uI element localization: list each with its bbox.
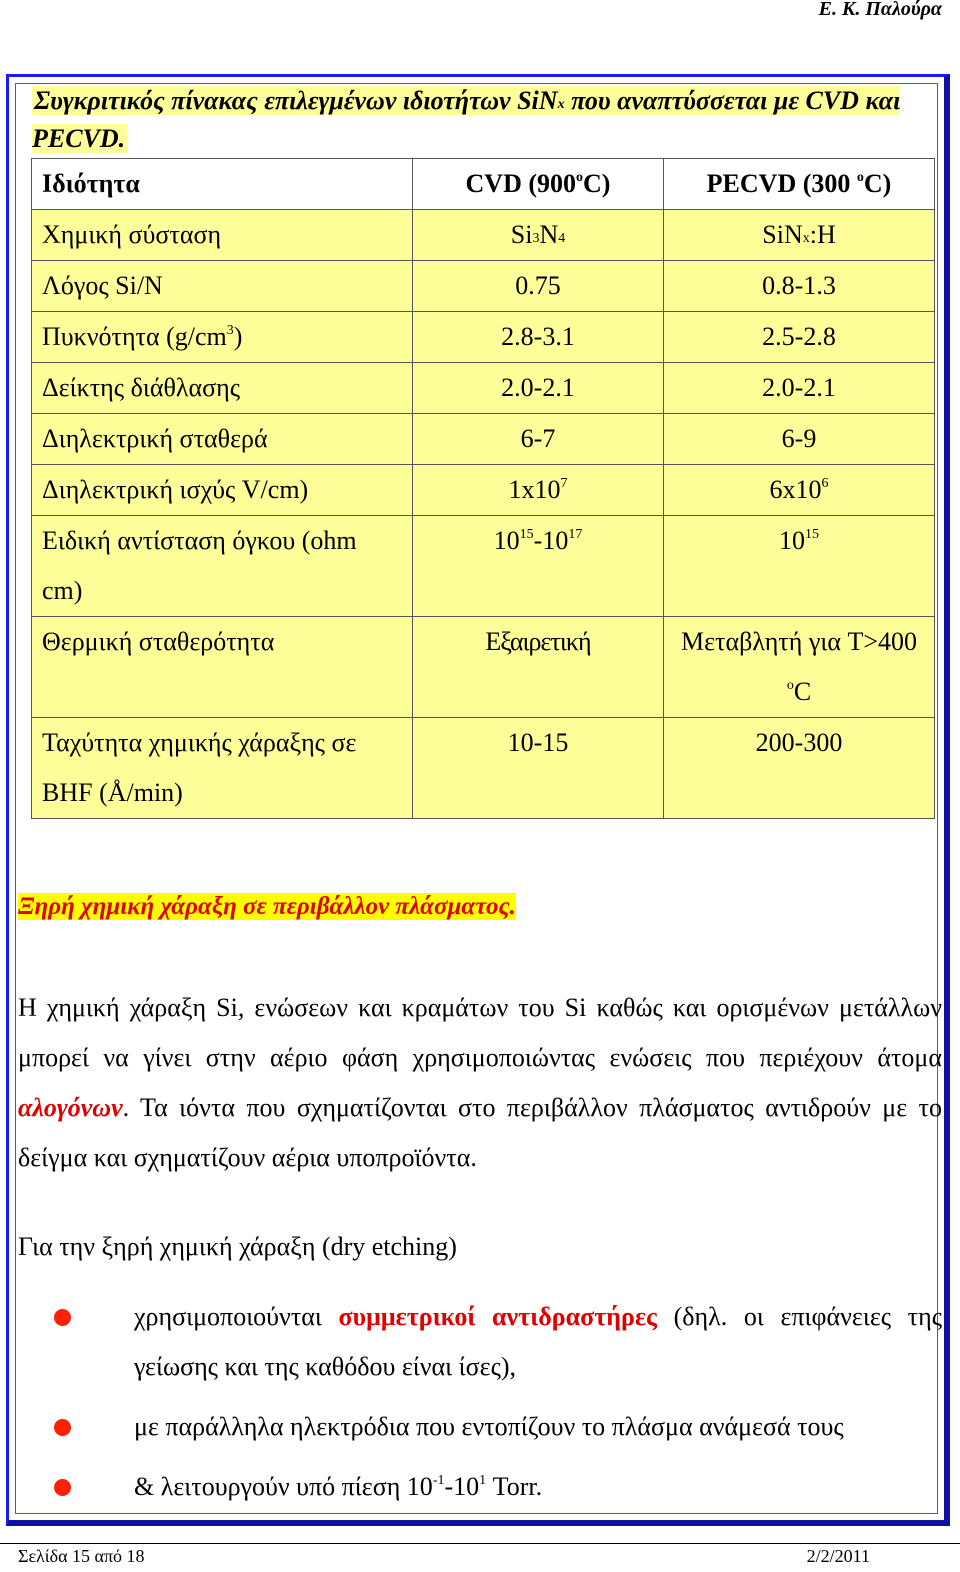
row1-cvd	[413, 210, 664, 261]
header-author: Ε. Κ. Παλούρα	[818, 0, 942, 20]
header-cvd-end: C)	[583, 169, 611, 198]
row7-pecvd	[664, 516, 935, 617]
row9-pecvd: 200-300	[664, 718, 935, 819]
row3-pecvd: 2.5-2.8	[664, 312, 935, 363]
table-row	[32, 718, 935, 819]
row9-property	[32, 718, 413, 819]
row7-cvd-sup1: 15	[519, 527, 534, 542]
body-paragraph	[18, 983, 942, 1183]
row1-pecvd-sub: x	[802, 231, 810, 246]
row7-cvd	[413, 516, 664, 617]
row2-cvd: 0.75	[413, 261, 664, 312]
header-cvd	[413, 159, 664, 210]
bullet3-b: -10	[444, 1472, 480, 1501]
list-item	[18, 1402, 942, 1452]
bullet1-a: χρησιμοποιούνται	[134, 1302, 339, 1331]
row6-pecvd-a: 6x10	[769, 475, 822, 504]
row1-cvd-b: N	[539, 220, 559, 249]
table-row	[32, 617, 935, 718]
row8-pecvd-a: Μεταβλητή για T>400	[680, 627, 917, 656]
row9-property-a: Ταχύτητα χημικής χάραξης σε	[42, 728, 357, 757]
row2-property: Λόγος Si/N	[32, 261, 413, 312]
row7-property-b: cm)	[42, 576, 83, 605]
row6-cvd	[413, 465, 664, 516]
table-row	[32, 210, 935, 261]
table-row	[32, 261, 935, 312]
row3-property-b: )	[233, 322, 243, 351]
row9-cvd: 10-15	[413, 718, 664, 819]
bullet2-text: με παράλληλα ηλεκτρόδια που εντοπίζουν το πλάσμα ανάμεσά τους	[134, 1412, 844, 1441]
table-header-row	[32, 159, 935, 210]
row7-pecvd-a: 10	[779, 526, 805, 555]
bullet3-sup2: 1	[479, 1473, 487, 1488]
bullet3-a: & λειτουργούν υπό πίεση 10	[134, 1472, 433, 1501]
table-row	[32, 363, 935, 414]
row7-cvd-sup2: 17	[568, 527, 583, 542]
row4-pecvd: 2.0-2.1	[664, 363, 935, 414]
row8-pecvd-b: C	[793, 677, 812, 706]
row6-property: Διηλεκτρική ισχύς V/cm)	[32, 465, 413, 516]
table-row	[32, 465, 935, 516]
header-pecvd-sup: o	[856, 170, 864, 185]
row7-cvd-b: -10	[533, 526, 569, 555]
footer-rule	[0, 1543, 960, 1544]
table-row	[32, 312, 935, 363]
bullet-dot-icon	[54, 1309, 71, 1326]
header-pecvd-text: PECVD (300	[706, 169, 857, 198]
row1-pecvd	[664, 210, 935, 261]
bullet1-emphasis: συμμετρικοί αντιδραστήρες	[338, 1302, 658, 1331]
title-part2: που αναπτύσσεται με CVD και PECVD.	[32, 86, 901, 153]
footer-date: 2/2/2011	[806, 1546, 870, 1566]
row7-cvd-a: 10	[493, 526, 520, 555]
header-pecvd	[664, 159, 935, 210]
title-part1: Συγκριτικός πίνακας επιλεγμένων ιδιοτήτων SiN	[34, 86, 558, 115]
row1-cvd-a: Si	[510, 220, 533, 249]
row4-cvd: 2.0-2.1	[413, 363, 664, 414]
header-pecvd-end: C)	[863, 169, 892, 198]
table-row	[32, 414, 935, 465]
bullet-list	[18, 1292, 942, 1512]
table-title	[32, 82, 936, 158]
row6-pecvd-sup: 6	[821, 476, 829, 491]
row8-property: Θερμική σταθερότητα	[32, 617, 413, 718]
row5-pecvd: 6-9	[664, 414, 935, 465]
title-sub: x	[557, 97, 565, 112]
bullet1-b: (δηλ. οι επιφάνειες της γείωσης και της καθόδου είναι ίσες),	[134, 1302, 942, 1381]
row3-cvd: 2.8-3.1	[413, 312, 664, 363]
header-property: Ιδιότητα	[32, 159, 413, 210]
bullet-dot-icon	[54, 1479, 71, 1496]
paragraph-after: . Τα ιόντα που σχηματίζονται στο περιβάλλον πλάσματος αντιδρούν με το δείγμα και σχηματίζουν αέρια υποπροϊόντα.	[18, 1093, 942, 1172]
table-row	[32, 516, 935, 617]
row8-pecvd-sup: o	[786, 678, 794, 693]
row7-pecvd-sup: 15	[805, 527, 819, 542]
section-heading	[18, 893, 516, 921]
row1-cvd-sub1: 3	[532, 231, 540, 246]
row1-pecvd-b: :H	[809, 220, 836, 249]
row2-pecvd: 0.8-1.3	[664, 261, 935, 312]
dry-etching-intro: Για την ξηρή χημική χάραξη (dry etching)	[18, 1232, 457, 1261]
row1-cvd-sub2: 4	[558, 231, 566, 246]
paragraph-before: Η χημική χάραξη Si, ενώσεων και κραμάτων του Si καθώς και ορισμένων μετάλλων μπορεί να γίνει στην αέριο φάση χρησιμοποιώντας ενώσεις που περιέχουν άτομα	[18, 993, 942, 1072]
row6-cvd-sup: 7	[560, 476, 568, 491]
row5-cvd: 6-7	[413, 414, 664, 465]
row4-property: Δείκτης διάθλασης	[32, 363, 413, 414]
row8-pecvd	[664, 617, 935, 718]
row8-cvd: Εξαιρετική	[413, 617, 664, 718]
list-item	[18, 1462, 942, 1512]
row1-property: Χημική σύσταση	[32, 210, 413, 261]
section-heading-text: Ξηρή χημική χάραξη σε περιβάλλον πλάσματος.	[18, 893, 516, 920]
bullet3-c: Torr.	[486, 1472, 543, 1501]
row6-cvd-a: 1x10	[508, 475, 561, 504]
row3-property-a: Πυκνότητα (g/cm	[42, 322, 227, 351]
row3-property-sup: 3	[226, 323, 234, 338]
list-item	[18, 1292, 942, 1392]
row1-pecvd-a: SiN	[762, 220, 803, 249]
properties-table	[31, 158, 935, 819]
header-cvd-text: CVD (900	[465, 169, 577, 198]
row7-property-a: Ειδική αντίσταση όγκου (ohm	[42, 526, 357, 555]
bullet-dot-icon	[54, 1419, 71, 1436]
header-cvd-sup: o	[576, 170, 584, 185]
footer-page-number: Σελίδα 15 από 18	[18, 1546, 145, 1566]
row7-property	[32, 516, 413, 617]
bullet3-sup1: -1	[432, 1473, 445, 1488]
row6-pecvd	[664, 465, 935, 516]
row5-property: Διηλεκτρική σταθερά	[32, 414, 413, 465]
paragraph-emphasis: αλογόνων	[18, 1093, 123, 1122]
row3-property	[32, 312, 413, 363]
row9-property-b: BHF (Å/min)	[42, 778, 183, 807]
